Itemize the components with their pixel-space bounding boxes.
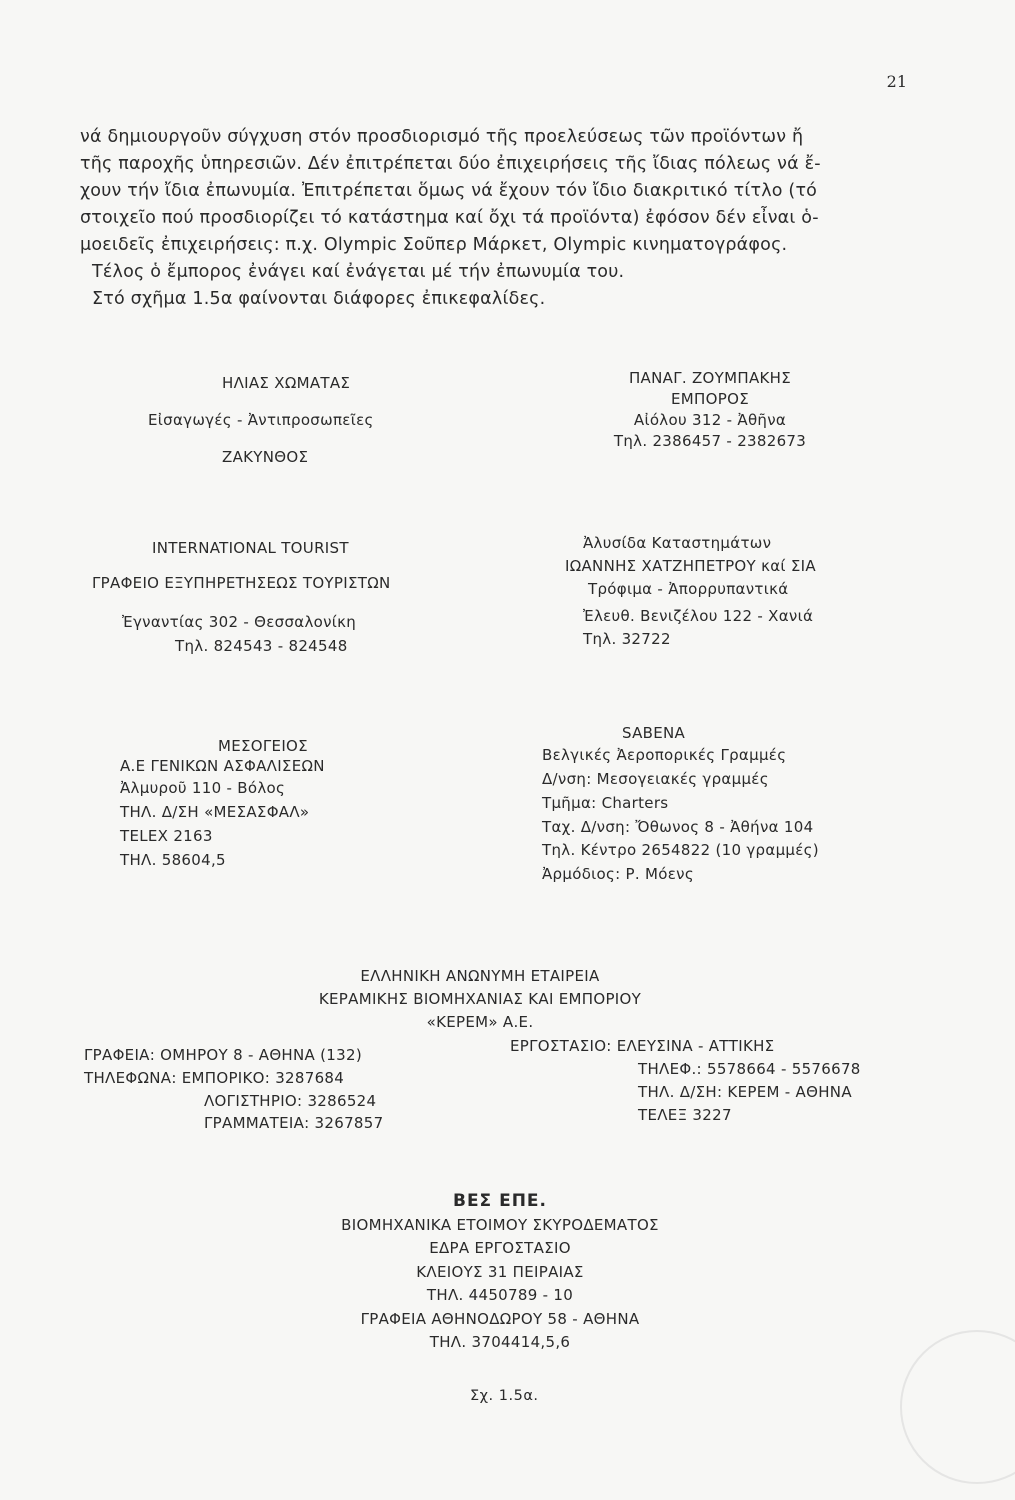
card-line: Ἐγναντίας 302 - Θεσσαλονίκη <box>122 613 357 631</box>
body-line: τῆς παροχῆς ὑπηρεσιῶν. Δέν ἐπιτρέπεται δύο ἐπιχειρήσεις τῆς ἴδιας πόλεως νά ἔ- <box>80 154 821 174</box>
card-line: Τηλ. Κέντρο 2654822 (10 γραμμές) <box>542 841 819 859</box>
card-line: ΗΛΙΑΣ ΧΩΜΑΤΑΣ <box>222 374 351 392</box>
letterhead-bes <box>300 1190 700 1355</box>
card-line: Ἀλυσίδα Καταστημάτων <box>583 534 772 552</box>
card-line: ΤΗΛΕΦ.: 5578664 - 5576678 <box>638 1060 861 1078</box>
body-line: Στό σχῆμα 1.5α φαίνονται διάφορες ἐπικεφαλίδες. <box>92 289 546 309</box>
card-line: ΓΡΑΜΜΑΤΕΙΑ: 3267857 <box>204 1114 384 1132</box>
card-line: TELEX 2163 <box>120 827 213 845</box>
body-line: στοιχεῖο πού προσδιορίζει τό κατάστημα καί ὄχι τά προϊόντα) ἐφόσον δέν εἶναι ὁ- <box>80 208 819 228</box>
library-stamp <box>900 1330 1015 1484</box>
card-line: ΙΩΑΝΝΗΣ ΧΑΤΖΗΠΕΤΡΟΥ καί ΣΙΑ <box>565 557 816 575</box>
company-name: ΒΕΣ ΕΠΕ. <box>452 1191 547 1211</box>
body-paragraph <box>80 124 930 313</box>
card-line: ΖΑΚΥΝΘΟΣ <box>222 448 309 466</box>
body-line: Τέλος ὁ ἔμπορος ἐνάγει καί ἐνάγεται μέ τήν ἐπωνυμία του. <box>92 262 625 282</box>
card-line: Βελγικές Ἀεροπορικές Γραμμές <box>542 746 787 764</box>
card-line: ΕΔΡΑ ΕΡΓΟΣΤΑΣΙΟ <box>429 1239 571 1257</box>
card-line: ΜΕΣΟΓΕΙΟΣ <box>218 737 308 755</box>
card-line: Ἀλμυροῦ 110 - Βόλος <box>120 779 286 797</box>
card-line: Ταχ. Δ/νση: Ὄθωνος 8 - Ἀθήνα 104 <box>542 818 814 836</box>
card-line: SABENA <box>622 724 686 742</box>
card-line: «ΚΕΡΕΜ» Α.Ε. <box>426 1013 534 1031</box>
card-line: ΕΜΠΟΡΟΣ <box>671 390 749 408</box>
card-line: ΤΗΛΕΦΩΝΑ: ΕΜΠΟΡΙΚΟ: 3287684 <box>84 1069 345 1087</box>
card-line: ΤΗΛ. 3704414,5,6 <box>429 1333 571 1351</box>
card-line: ΓΡΑΦΕΙΟ ΕΞΥΠΗΡΕΤΗΣΕΩΣ ΤΟΥΡΙΣΤΩΝ <box>92 574 391 592</box>
card-line: Τμῆμα: Charters <box>542 794 669 812</box>
card-line: ΤΗΛ. 58604,5 <box>120 851 226 869</box>
card-line: ΛΟΓΙΣΤΗΡΙΟ: 3286524 <box>204 1092 377 1110</box>
card-line: ΒΙΟΜΗΧΑΝΙΚΑ ΕΤΟΙΜΟΥ ΣΚΥΡΟΔΕΜΑΤΟΣ <box>341 1215 659 1234</box>
card-line: ΤΗΛ. Δ/ΣΗ: ΚΕΡΕΜ - ΑΘΗΝΑ <box>638 1083 852 1101</box>
letterhead-kerem-header <box>280 966 680 1033</box>
card-line: Α.Ε ΓΕΝΙΚΩΝ ΑΣΦΑΛΙΣΕΩΝ <box>120 757 325 775</box>
card-line: Τηλ. 32722 <box>583 630 671 648</box>
card-line: Αἰόλου 312 - Ἀθῆνα <box>633 411 787 429</box>
card-line: Ἐλευθ. Βενιζέλου 122 - Χανιά <box>583 607 814 625</box>
body-line: μοειδεῖς ἐπιχειρήσεις: π.χ. Olympic Σοῦπερ Μάρκετ, Olympic κινηματογράφος. <box>80 235 788 255</box>
figure-caption: Σχ. 1.5α. <box>470 1388 539 1404</box>
card-line: Τρόφιμα - Ἀπορρυπαντικά <box>588 580 789 598</box>
card-line: ΕΛΛΗΝΙΚΗ ΑΝΩΝΥΜΗ ΕΤΑΙΡΕΙΑ <box>360 967 600 985</box>
card-line: Δ/νση: Μεσογειακές γραμμές <box>542 770 769 788</box>
card-line: ΓΡΑΦΕΙΑ: ΟΜΗΡΟΥ 8 - ΑΘΗΝΑ (132) <box>84 1046 362 1064</box>
card-line: ΤΗΛ. Δ/ΣΗ «ΜΕΣΑΣΦΑΛ» <box>120 803 310 821</box>
letterhead-zoumpakis <box>560 368 860 452</box>
card-line: Τηλ. 2386457 - 2382673 <box>613 432 807 450</box>
card-line: INTERNATIONAL TOURIST <box>152 539 349 557</box>
card-line: ΓΡΑΦΕΙΑ ΑΘΗΝΟΔΩΡΟΥ 58 - ΑΘΗΝΑ <box>360 1309 640 1328</box>
card-line: ΤΗΛ. 4450789 - 10 <box>426 1286 574 1304</box>
card-line: Τηλ. 824543 - 824548 <box>175 637 348 655</box>
page-number: 21 <box>886 72 907 91</box>
card-line: ΕΡΓΟΣΤΑΣΙΟ: ΕΛΕΥΣΙΝΑ - ΑΤΤΙΚΗΣ <box>510 1037 775 1055</box>
card-line: ΠΑΝΑΓ. ΖΟΥΜΠΑΚΗΣ <box>628 369 792 387</box>
card-line: ΤΕΛΕΞ 3227 <box>638 1106 732 1124</box>
card-line: Ἀρμόδιος: Ρ. Μόενς <box>542 865 694 883</box>
body-line: νά δημιουργοῦν σύγχυση στόν προσδιορισμό τῆς προελεύσεως τῶν προϊόντων ἤ <box>80 127 804 147</box>
card-line: Εἰσαγωγές - Ἀντιπροσωπεῖες <box>148 411 374 429</box>
body-line: χουν τήν ἴδια ἐπωνυμία. Ἐπιτρέπεται ὅμως νά ἔχουν τόν ἴδιο διακριτικό τίτλο (τό <box>80 181 818 201</box>
card-line: ΚΛΕΙΟΥΣ 31 ΠΕΙΡΑΙΑΣ <box>416 1262 584 1281</box>
card-line: ΚΕΡΑΜΙΚΗΣ ΒΙΟΜΗΧΑΝΙΑΣ ΚΑΙ ΕΜΠΟΡΙΟΥ <box>318 990 642 1008</box>
